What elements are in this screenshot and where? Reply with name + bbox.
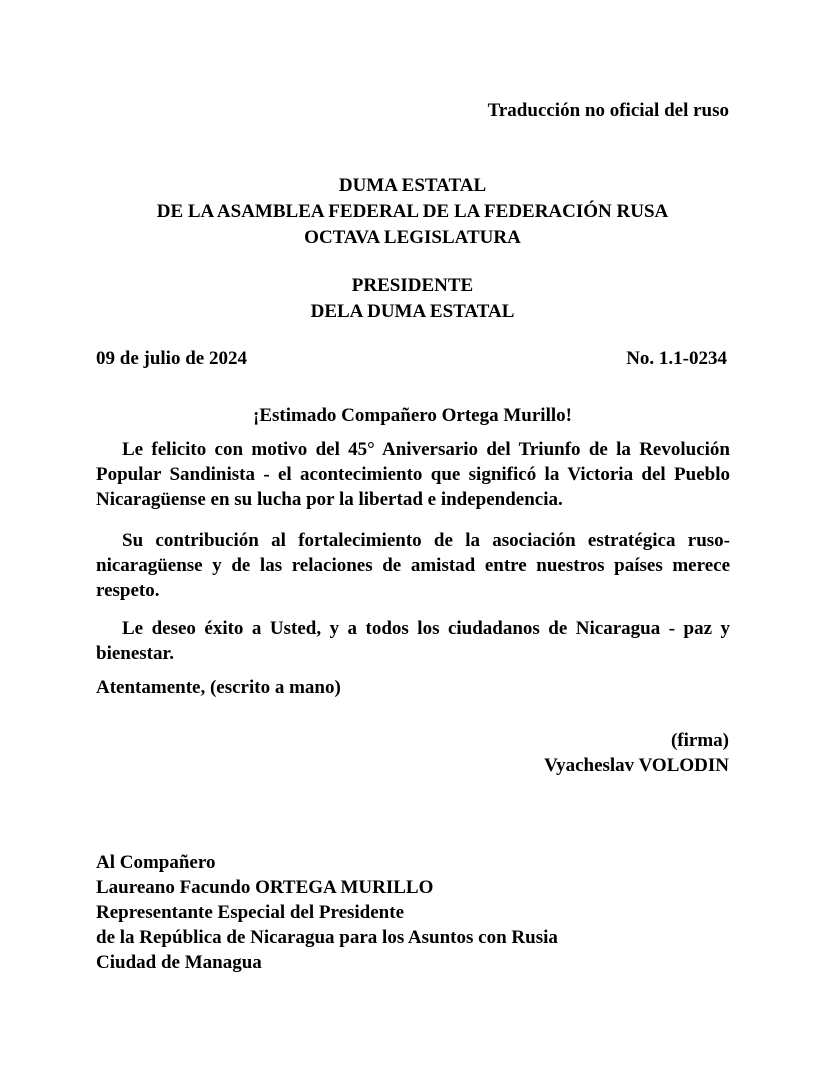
signatory-name: Vyacheslav VOLODIN [544, 755, 729, 776]
addressee-line-1: Al Compañero [96, 852, 216, 873]
addressee-line-2: Laureano Facundo ORTEGA MURILLO [96, 877, 434, 898]
letter-date: 09 de julio de 2024 [96, 348, 247, 369]
office-line-1: PRESIDENTE [351, 275, 474, 296]
translation-note: Traducción no oficial del ruso [487, 100, 729, 121]
office-header [0, 273, 825, 325]
office-line-2: DELA DUMA ESTATAL [310, 301, 515, 322]
addressee-block [96, 850, 558, 975]
closing-line: Atentamente, (escrito a mano) [96, 677, 341, 698]
salutation: ¡Estimado Compañero Ortega Murillo! [253, 405, 572, 426]
header-line-1: DUMA ESTATAL [338, 175, 487, 196]
addressee-line-3: Representante Especial del Presidente [96, 902, 405, 923]
body-paragraph-3: Le deseo éxito a Usted, y a todos los ciudadanos de Nicaragua - paz y bienestar. [96, 618, 730, 664]
reference-number: No. 1.1-0234 [626, 348, 727, 369]
addressee-line-5: Ciudad de Managua [96, 952, 262, 973]
signature-mark: (firma) [670, 730, 729, 751]
body-paragraph-2: Su contribución al fortalecimiento de la asociación estratégica ruso-nicaragüense y de las relaciones de amistad entre nuestros países merece respeto. [96, 530, 730, 601]
header-line-3: OCTAVA LEGISLATURA [304, 227, 521, 248]
header-line-2: DE LA ASAMBLEA FEDERAL DE LA FEDERACIÓN RUSA [156, 201, 669, 222]
body-paragraph-1: Le felicito con motivo del 45° Aniversario del Triunfo de la Revolución Popular Sandinista - el acontecimiento que significó la Victoria del Pueblo Nicaragüense en su lucha por la libertad e independencia. [96, 439, 730, 510]
institution-header [0, 173, 825, 251]
addressee-line-4: de la República de Nicaragua para los Asuntos con Rusia [96, 927, 558, 948]
signature-block [544, 728, 729, 778]
